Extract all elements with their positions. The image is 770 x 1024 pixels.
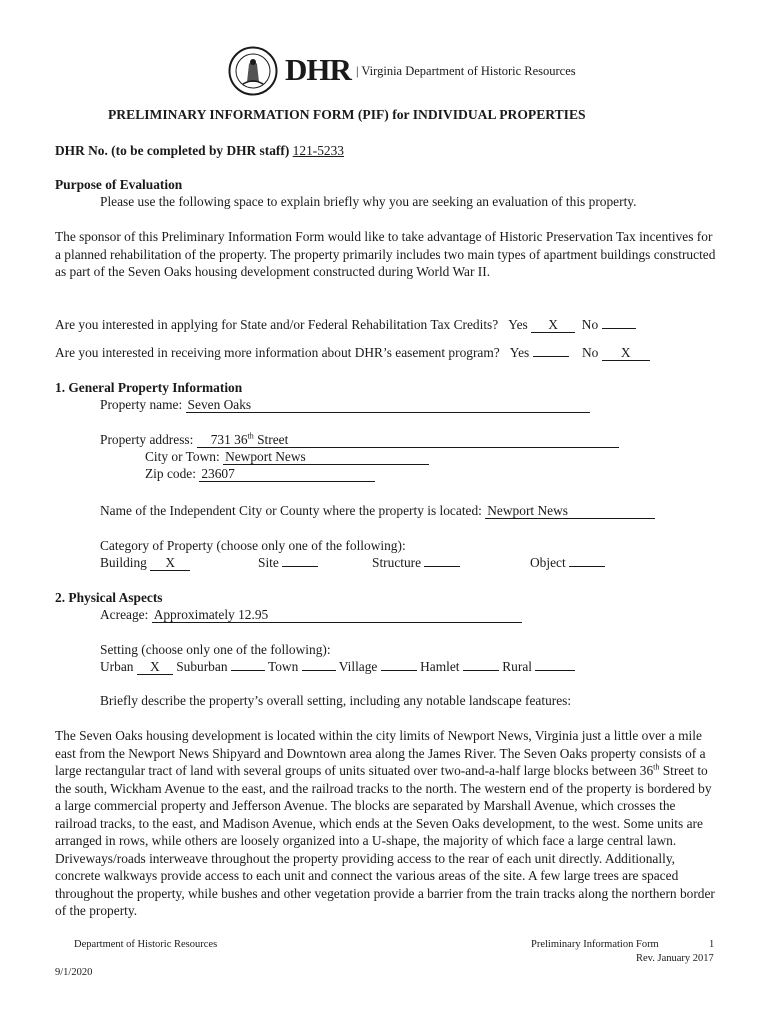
physical-aspects-heading: 2. Physical Aspects (55, 590, 163, 605)
tax-credits-no-label: No (581, 317, 599, 332)
dhr-logo-text: DHR (285, 52, 351, 87)
urban-field[interactable]: X (137, 660, 173, 675)
easement-question-row (55, 344, 650, 362)
county-field[interactable]: Newport News (485, 504, 655, 519)
property-address-field[interactable]: 731 36th Street (197, 433, 619, 448)
dhr-number-label: DHR No. (to be completed by DHR staff) (55, 143, 290, 158)
property-name-row (100, 396, 590, 414)
acreage-row (100, 606, 522, 624)
county-row (100, 502, 655, 520)
setting-description[interactable]: The Seven Oaks housing development is located within the city limits of Newport News, Virginia just a little over a mile east from the Newport News Shipyard and Downtown area along the James River. The Seven Oaks property consists of a large rectangular tract of land with several groups of units situated over two-and-a-half large blocks between 36th Street to the south, Wickham Avenue to the east, and the railroad tracks to the north. The western end of the property is bordered by a large commercial property and Jefferson Avenue. The blocks are separated by Marshall Avenue, which crosses the railroad tracks, to the east, and Madison Avenue, which ends at the Seven Oaks development, to the west. Some units are arranged in rows, while others are loosely organized into a U-shape, the majority of which face a large central lawn. Driveways/roads interweave throughout the property providing access to the rear of each unit directly. Additionally, concrete walkways provide access to each unit and connect the various areas of the site. A few large trees are spaced throughout the property, while bushes and other vegetation provide a barrier from the train tracks along the northern border of the property. (55, 728, 715, 918)
zip-label: Zip code: (145, 466, 196, 481)
tax-credits-no-field[interactable] (602, 328, 636, 329)
easement-yes-field[interactable] (533, 356, 569, 357)
structure-field[interactable] (424, 554, 460, 567)
city-field[interactable]: Newport News (223, 450, 429, 465)
describe-setting-label: Briefly describe the property’s overall setting, including any notable landscape features: (100, 693, 572, 708)
easement-question: Are you interested in receiving more information about DHR’s easement program? (55, 345, 500, 360)
easement-no-label: No (582, 345, 599, 360)
zip-field[interactable]: 23607 (199, 467, 375, 482)
setting-label: Setting (choose only one of the following): (100, 642, 331, 657)
site-label: Site (258, 555, 279, 570)
building-field[interactable]: X (150, 556, 190, 571)
object-field[interactable] (569, 554, 605, 567)
tax-credits-yes-field[interactable]: X (531, 318, 575, 333)
category-options-row (100, 554, 620, 572)
setting-options-row (100, 658, 575, 676)
tax-credits-question-row (55, 316, 636, 334)
dhr-logo-subtitle: | Virginia Department of Historic Resources (356, 64, 576, 78)
category-label: Category of Property (choose only one of the following): (100, 538, 406, 553)
acreage-field[interactable]: Approximately 12.95 (152, 608, 522, 623)
footer-form-name: Preliminary Information Form (531, 939, 659, 950)
city-row (145, 448, 429, 466)
tax-credits-question: Are you interested in applying for State and/or Federal Rehabilitation Tax Credits? (55, 317, 499, 332)
rural-field[interactable] (535, 658, 575, 671)
hamlet-label: Hamlet (420, 659, 460, 674)
easement-no-field[interactable]: X (602, 346, 650, 361)
purpose-instruction: Please use the following space to explain briefly why you are seeking an evaluation of this property. (100, 194, 637, 209)
suburban-field[interactable] (231, 658, 265, 671)
property-name-label: Property name: (100, 397, 183, 412)
town-label: Town (267, 659, 299, 674)
town-field[interactable] (302, 658, 336, 671)
structure-label: Structure (372, 555, 422, 570)
dhr-number-line (55, 142, 344, 160)
footer-revision: Rev. January 2017 (636, 953, 714, 964)
object-label: Object (530, 555, 566, 570)
easement-yes-label: Yes (509, 345, 530, 360)
property-name-field[interactable]: Seven Oaks (186, 398, 590, 413)
dhr-number-value[interactable]: 121-5233 (292, 143, 344, 158)
footer-page-number: 1 (709, 939, 715, 950)
footer-date: 9/1/2020 (55, 967, 93, 978)
hamlet-field[interactable] (463, 658, 499, 671)
tax-credits-yes-label: Yes (508, 317, 528, 332)
zip-row (145, 465, 375, 483)
acreage-label: Acreage: (100, 607, 149, 622)
property-address-label: Property address: (100, 432, 194, 447)
rural-label: Rural (502, 659, 532, 674)
site-field[interactable] (282, 554, 318, 567)
suburban-label: Suburban (176, 659, 228, 674)
property-address-row (100, 431, 619, 449)
village-label: Village (338, 659, 378, 674)
purpose-heading: Purpose of Evaluation (55, 177, 183, 192)
village-field[interactable] (381, 658, 417, 671)
virginia-seal-logo (228, 46, 278, 96)
county-label: Name of the Independent City or County where the property is located: (100, 503, 482, 518)
general-info-heading: 1. General Property Information (55, 380, 243, 395)
purpose-text[interactable]: The sponsor of this Preliminary Information Form would like to take advantage of Historic Preservation Tax incentives for a planned rehabilitation of the property. The property primarily includes two main types of apartment buildings constructed as part of the Seven Oaks housing development constructed during World War II. (55, 229, 716, 279)
building-label: Building (100, 555, 147, 570)
form-title: PRELIMINARY INFORMATION FORM (PIF) for INDIVIDUAL PROPERTIES (108, 107, 586, 122)
urban-label: Urban (100, 659, 134, 674)
footer-department: Department of Historic Resources (74, 939, 218, 950)
city-label: City or Town: (145, 449, 220, 464)
